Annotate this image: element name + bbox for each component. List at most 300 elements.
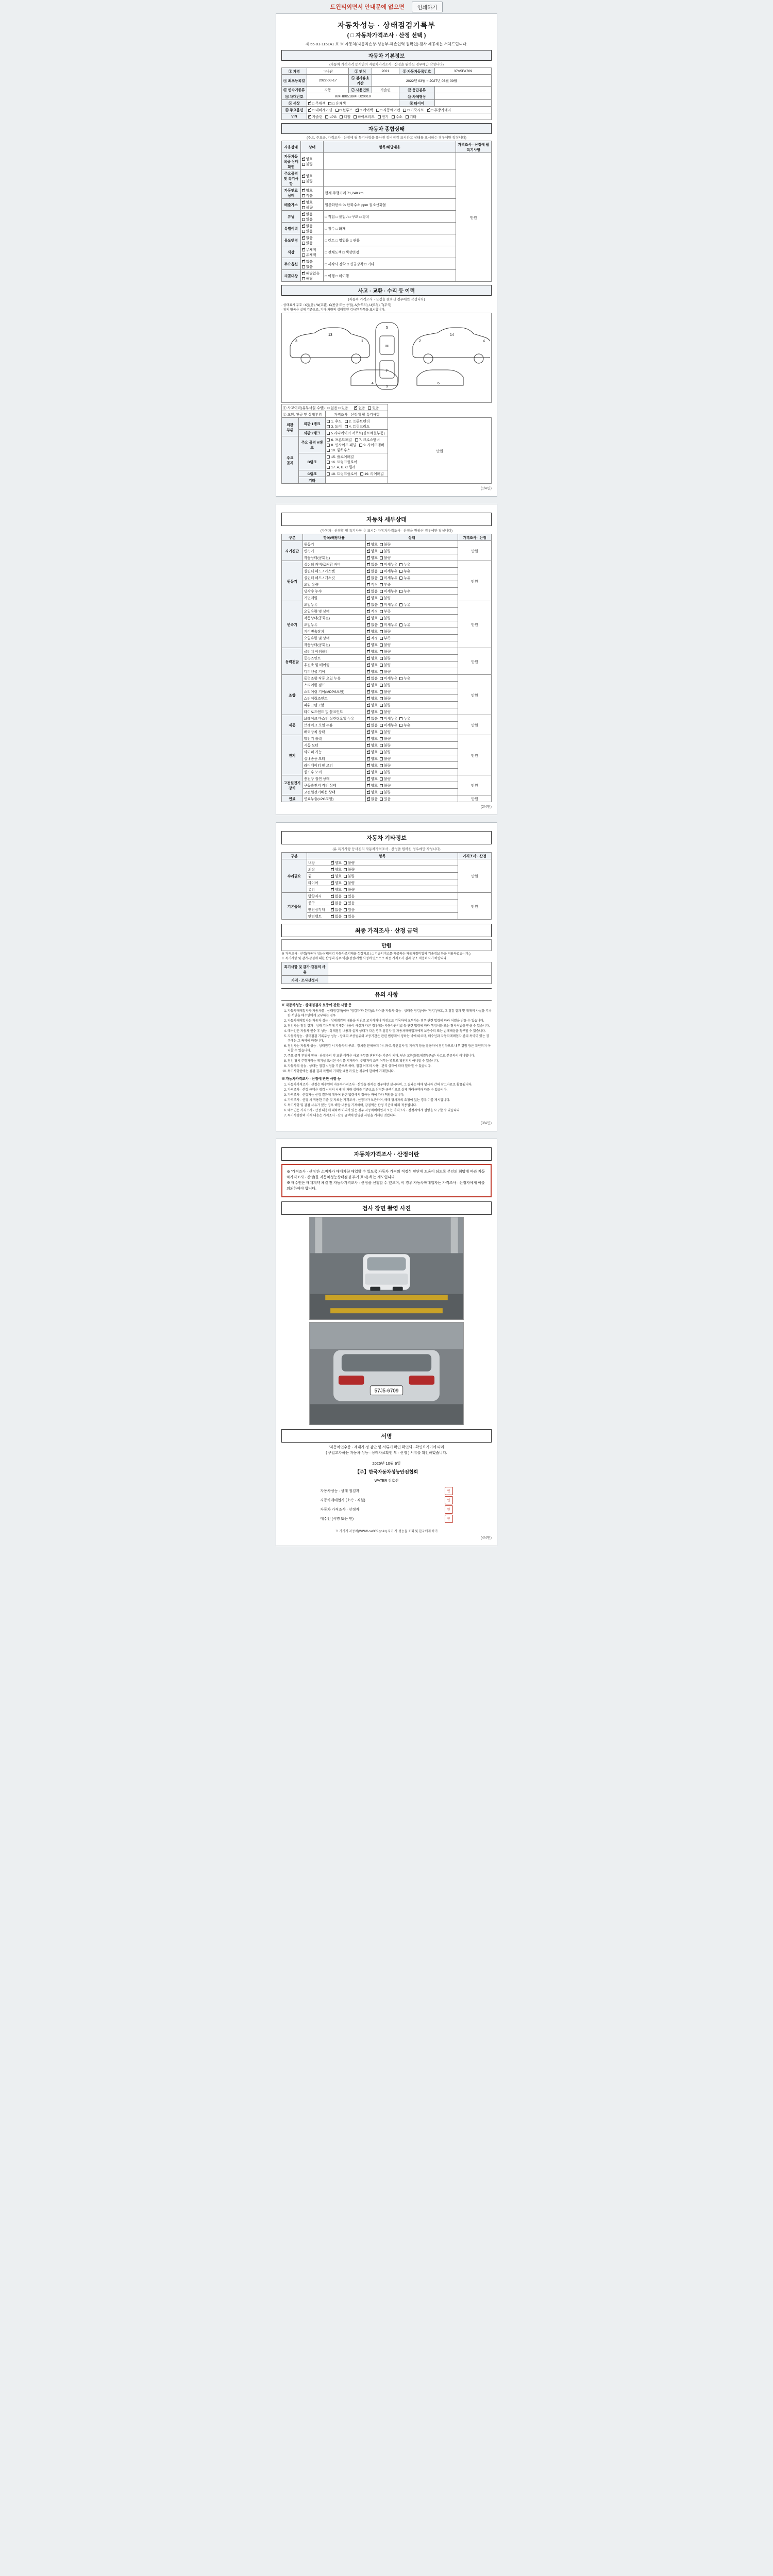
checkbox-icon[interactable] [331,875,334,878]
checkbox-icon[interactable] [367,771,370,774]
detail-item: 배력장치 상태 [303,728,365,735]
sign-row-label: 자동차 가격조사 · 산정자 [320,1508,360,1512]
checkbox-icon[interactable] [367,757,370,760]
detail-state[interactable] [365,621,458,628]
doc-title: 자동차성능 · 상태점검기록부 [338,21,435,29]
row-detail: □ 렌트 □ 영업용 □ 관용 [324,234,456,246]
detail-group-label: 전기 [282,735,303,775]
detail-state[interactable] [365,595,458,601]
detail-state[interactable] [365,702,458,708]
cell-option-checks[interactable] [307,107,491,113]
checkbox-icon[interactable] [380,657,383,660]
checkbox-icon[interactable] [380,617,383,620]
check-label: 미세누유 [383,577,398,580]
check-label: 양호 [371,697,378,701]
doc-subtitle: ( □ 자동차가격조사 · 산정 선택 ) [347,32,426,39]
check-label: 적음 [306,194,313,198]
checkbox-icon[interactable] [367,764,370,767]
detail-state[interactable] [365,608,458,615]
row-item: 주요골격 및 특기사항 [282,170,301,187]
checkbox-icon[interactable] [380,724,383,727]
checkbox-icon[interactable] [380,744,383,747]
checkbox-icon[interactable] [380,791,383,794]
check-label: 해당없음 [306,272,320,276]
check-label: 양호 [371,704,378,707]
checkbox-icon[interactable] [344,902,347,905]
detail-item: 라디에이터 팬 모터 [303,762,365,769]
sign-row-value[interactable] [430,1505,454,1514]
checkbox-icon[interactable] [367,657,370,660]
other-item-states[interactable] [307,913,458,920]
checkbox-icon[interactable] [380,597,383,600]
check-label: 불량 [347,861,355,865]
caution-item: 9. 자동차의 성능 · 상태는 점검 시점을 기준으로 하며, 점검 이후의 사용 · 관리 상태에 따라 달라질 수 있습니다. [288,1064,492,1069]
check-label: 불량 [383,670,391,674]
check-label: 불량 [383,784,391,788]
checkbox-icon[interactable] [399,623,402,626]
other-item-states[interactable] [307,900,458,906]
checkbox-icon[interactable] [367,791,370,794]
cell-color-checks[interactable] [307,100,399,107]
checkbox-icon[interactable] [380,677,383,680]
detail-state[interactable] [365,722,458,728]
checkbox-icon[interactable] [380,757,383,760]
frame-items[interactable] [326,470,388,477]
checkbox-icon[interactable] [380,610,383,613]
cell-label: ⑦ 사용연료 [349,87,372,93]
row-state[interactable] [300,234,324,246]
cell-label: ① 차명 [282,68,307,75]
checkbox-icon[interactable] [367,710,370,714]
checkbox-icon[interactable] [367,577,370,580]
checkbox-icon[interactable] [367,737,370,740]
other-item-states[interactable] [307,886,458,893]
checkbox-icon[interactable] [344,908,347,911]
cell-value [435,93,492,100]
checkbox-icon[interactable] [367,556,370,560]
detail-item: 실린더 헤드 / 개스킷 [303,574,365,581]
detail-item: 타이로드엔드 및 볼죠인트 [303,708,365,715]
checkbox-icon[interactable] [380,771,383,774]
checkbox-icon[interactable] [380,577,383,580]
checkbox-icon[interactable] [367,744,370,747]
checkbox-icon[interactable] [380,670,383,673]
checkbox-icon[interactable] [399,590,402,593]
detail-state[interactable] [365,662,458,668]
row-value[interactable] [328,976,491,984]
checkbox-icon[interactable] [399,677,402,680]
page-4 [276,1139,497,1547]
caution-item: 4. 매수인은 자동차 인수 후 성능 · 상태점검 내용과 실제 상태가 다른 경우 점검자 및 자동차매매업자에게 보증수리 또는 손해배상을 청구할 수 있습니다. [288,1029,492,1034]
check-label: 양호 [371,684,378,687]
checkbox-icon[interactable] [367,724,370,727]
detail-state[interactable] [365,742,458,749]
price-table [281,939,492,951]
frame-rank: 기타 [298,477,326,484]
detail-state[interactable] [365,682,458,688]
frame-items[interactable] [326,436,388,453]
checkbox-icon[interactable] [367,777,370,781]
other-item-states[interactable] [307,893,458,900]
checkbox-icon[interactable] [367,570,370,573]
checkbox-icon[interactable] [344,895,347,898]
other-item-states[interactable] [307,866,458,873]
detail-state[interactable] [365,675,458,682]
detail-state[interactable] [365,795,458,802]
checkbox-icon[interactable] [367,550,370,553]
checkbox-icon[interactable] [380,684,383,687]
detail-state[interactable] [365,574,458,581]
other-group-label: 기본품목 [282,893,307,920]
check-label: 없음 [306,236,313,240]
checkbox-icon[interactable] [367,590,370,593]
checkbox-icon[interactable] [367,798,370,801]
checkbox-icon[interactable] [380,650,383,653]
check-label: 18. 트렁크플로어 [331,472,358,476]
detail-state[interactable] [365,715,458,722]
price-value: 만원 [282,940,492,951]
detail-group-label: 연료 [282,795,303,802]
caution-item: 6. 매수인은 가격조사 · 산정 내용에 대하여 이의가 있는 경우 자동차매매업자 또는 가격조사 · 산정자에게 설명을 요구할 수 있습니다. [288,1109,492,1113]
checkbox-icon[interactable] [367,684,370,687]
checkbox-icon[interactable] [399,563,402,566]
checkbox-icon[interactable] [344,915,347,918]
row-state[interactable] [300,258,324,270]
cell-label: ③ 자동차등록번호 [399,68,434,75]
check-label: 미세누유 [383,570,398,573]
checkbox-icon[interactable] [331,888,334,891]
check-label: 양호 [371,643,378,647]
checkbox-icon[interactable] [367,751,370,754]
caution-item: 1. 자동차가격조사 · 산정은 매수인이 자동차가격조사 · 산정을 원하는 경우에만 실시하며, 그 결과는 매매 당사자 간의 참고자료로 활용됩니다. [288,1083,492,1088]
checkbox-icon[interactable] [380,777,383,781]
row-value[interactable] [328,962,491,976]
detail-state[interactable] [365,668,458,675]
accident-legend-table [281,404,492,484]
cell-label: ⑫ 등급분류 [399,87,434,93]
check-label: 없음 [371,590,378,594]
check-label: 없음 [371,570,378,573]
other-item-name: 휠 [308,875,312,878]
cell-value [435,87,492,93]
check-label: □ 유채색 [332,102,346,106]
detail-state[interactable] [365,735,458,742]
detail-group-label: 제동 [282,715,303,735]
cell-value: 2022년 03월 ~ 2027년 03월 09월 [372,75,491,87]
table-row [282,775,492,782]
checkbox-icon[interactable] [380,737,383,740]
check-label: 없음 [306,260,313,264]
checkbox-icon[interactable] [367,677,370,680]
svg-text:M: M [385,345,389,348]
ext-items[interactable] [326,430,388,436]
detail-state[interactable] [365,581,458,588]
check-label: 불량 [383,617,391,620]
check-label: 양호 [334,875,342,878]
detail-state[interactable] [365,568,458,574]
checkbox-icon[interactable] [380,550,383,553]
checkbox-icon[interactable] [367,704,370,707]
checkbox-icon[interactable] [367,650,370,653]
cell-label: ⑮ 주요옵션 [282,107,307,113]
detail-item: 작동상태(공회전) [303,554,365,561]
checkbox-icon[interactable] [380,543,383,546]
other-note: 만원 [458,893,491,920]
detail-state[interactable] [365,588,458,595]
checkbox-icon[interactable] [399,724,402,727]
check-label: 불량 [306,180,313,183]
table-row [282,735,492,742]
table-row [282,561,492,568]
check-label: 양호 [371,550,378,553]
detail-item: 오일누유 [303,601,365,608]
row-state[interactable] [300,199,324,211]
checkbox-icon[interactable] [367,697,370,700]
check-label: 불량 [383,764,391,768]
row-item: 색상 [282,246,301,258]
checkbox-icon[interactable] [344,888,347,891]
detail-item: 오일 유량 [303,581,365,588]
checkbox-icon[interactable] [367,543,370,546]
checkbox-icon[interactable] [380,798,383,801]
checkbox-icon[interactable] [344,882,347,885]
svg-text:13: 13 [328,333,332,337]
frame-rank: B랭크 [298,453,326,470]
check-label: 양호 [371,543,378,547]
col-header: 가격조사 · 산정 [458,853,491,859]
checkbox-icon[interactable] [367,563,370,566]
row-state[interactable] [300,153,324,170]
redbox-line-1: ※ '가격조사 · 산정'은 소비자가 매매차량 매입할 수 있도록 자동차 가격의 적정성 판단에 도움이 되도록 본인의 희망에 따라 자동차가격조사 · 산정(을 자동차성능상태점검 부기 표시) 하는 제도입니다. [287,1170,485,1179]
detail-state[interactable] [365,601,458,608]
detail-state[interactable] [365,695,458,702]
checkbox-icon[interactable] [380,637,383,640]
check-label: 양호 [371,771,378,774]
checkbox-icon[interactable] [331,895,334,898]
checkbox-icon[interactable] [331,915,334,918]
check-label: 양호 [371,690,378,694]
row-state[interactable] [300,223,324,234]
svg-text:1: 1 [361,340,363,343]
check-label: 양호 [306,189,313,193]
detail-state[interactable] [365,789,458,795]
check-label: 불량 [383,664,391,667]
checkbox-icon[interactable] [367,617,370,620]
check-label: 양호 [371,670,378,674]
checkbox-icon[interactable] [367,597,370,600]
other-item-states[interactable] [307,906,458,913]
check-label: 있음 [306,218,313,222]
other-item-states[interactable] [307,859,458,866]
detail-state[interactable] [365,541,458,548]
detail-item: 클러치 어셈블리 [303,648,365,655]
checkbox-icon[interactable] [399,603,402,606]
checkbox-icon[interactable] [367,623,370,626]
sign-row-value[interactable] [430,1514,454,1523]
checkbox-icon[interactable] [331,882,334,885]
row-state[interactable] [300,187,324,199]
row-item: 배출가스 [282,199,301,211]
checkbox-icon[interactable] [367,643,370,647]
cell-value: ✔ 가솔린 LPG 디젤 하이브리드 전기 수소 기타 [307,113,491,120]
detail-state[interactable] [365,762,458,769]
check-label: 불량 [383,630,391,634]
checkbox-icon[interactable] [380,764,383,767]
check-label: □ 에어백 [360,109,373,112]
row-state[interactable] [300,246,324,258]
ext-rank: 외판 1랭크 [298,418,326,430]
checkbox-icon[interactable] [331,868,334,871]
checkbox-icon[interactable] [380,784,383,787]
accident-line-2: · 위의 항목은 실제 기준으로, 기타 차량의 상태확인 검사된 항목을 표시합니다. [281,309,385,312]
check-label: 불량 [383,757,391,761]
row-state[interactable] [300,170,324,187]
car-diagram [281,313,492,403]
detail-item: 원동기 [303,541,365,548]
checkbox-icon[interactable] [344,868,347,871]
checkbox-icon[interactable] [380,570,383,573]
detail-state[interactable] [365,769,458,775]
ext-items[interactable] [326,418,388,430]
check-label: 없음 [371,577,378,580]
checkbox-icon[interactable] [380,731,383,734]
checkbox-icon[interactable] [344,875,347,878]
check-label: 양호 [371,764,378,768]
detail-state[interactable] [365,749,458,755]
detail-state[interactable] [365,554,458,561]
checkbox-icon[interactable] [331,908,334,911]
stamp-icon: 인 [445,1505,453,1514]
checkbox-icon[interactable] [380,590,383,593]
check-label: 해당 [306,277,313,281]
detail-state[interactable] [365,775,458,782]
sign-row-value[interactable] [430,1486,454,1496]
row-label: 가격 · 조사산정자 [282,976,328,984]
checkbox-icon[interactable] [367,637,370,640]
check-label: 없음 [371,603,378,607]
checkbox-icon[interactable] [367,583,370,586]
detail-state[interactable] [365,728,458,735]
detail-item: 윈도우 모터 [303,769,365,775]
detail-state[interactable] [365,641,458,648]
col-header: 구분 [282,534,303,541]
check-label: 있음 [306,230,313,233]
checkbox-icon[interactable] [380,704,383,707]
col-header: 사용상태 [282,141,301,153]
checkbox-icon[interactable] [331,902,334,905]
check-label: 누유 [404,623,411,627]
checkbox-icon[interactable] [367,731,370,734]
detail-item: 와이퍼 기능 [303,749,365,755]
frame-items[interactable] [326,453,388,470]
section-overall-note: (주요, 주요골, 가격조사 · 산정에 필 특기사항을 용사진 정비점검 표시하고 상태를 표시하는 경우에만 작성니다) [307,136,466,140]
detail-note: 만원 [458,561,491,601]
checkbox-icon[interactable] [367,784,370,787]
table-row [282,601,492,608]
detail-item: 오일유량 및 상태 [303,608,365,615]
check-label: 적정 [371,610,378,614]
detail-state[interactable] [365,548,458,554]
sign-row-value[interactable] [430,1496,454,1505]
checkbox-icon[interactable] [399,577,402,580]
accident-legend-1[interactable]: ① 사고이력(유무사실 수량) : □ 없음 □ 있음 ✔ 없음 있음 [282,404,388,411]
detail-state[interactable] [365,635,458,641]
other-item-name: 타이어 [308,882,318,885]
check-label: 불량 [306,206,313,210]
col-header: 가격조사 · 산정 [458,534,491,541]
detail-state[interactable] [365,648,458,655]
detail-state[interactable] [365,688,458,695]
checkbox-icon[interactable] [331,861,334,865]
checkbox-icon[interactable] [399,717,402,720]
detail-item: 디퍼렌셜 기어 [303,668,365,675]
check-label: 양호 [371,777,378,781]
row-state[interactable] [300,270,324,282]
checkbox-icon[interactable] [380,583,383,586]
checkbox-icon[interactable] [380,710,383,714]
caution-item: 6. 점검자는 자동차 성능 · 상태점검 시 자동차의 구조 · 장치를 분해하지 아니하고 육안검사 및 계측기 등을 활용하여 점검하므로 내부 결함 등은 확인되지 아니할 수 있습니다. [288,1044,492,1054]
check-label: 유채색 [306,253,316,257]
checkbox-icon[interactable] [367,610,370,613]
redbox-line-2: ※ 매수인은 매매계약 체결 전 자동차가격조사 · 산정을 신청할 수 있으며, 이 경우 자동차매매업자는 가격조사 · 산정자에게 이를 의뢰하여야 합니다. [287,1181,485,1191]
checkbox-icon[interactable] [380,643,383,647]
checkbox-icon[interactable] [367,670,370,673]
print-button[interactable]: 인쇄하기 [412,2,443,12]
checkbox-icon[interactable] [380,717,383,720]
row-state[interactable] [300,211,324,223]
detail-state[interactable] [365,755,458,762]
checkbox-icon[interactable] [367,690,370,693]
detail-state[interactable] [365,655,458,662]
detail-state[interactable] [365,615,458,621]
caution-body [281,1003,492,1118]
other-item-states[interactable] [307,879,458,886]
checkbox-icon[interactable] [380,603,383,606]
checkbox-icon[interactable] [367,664,370,667]
checkbox-icon[interactable] [380,623,383,626]
detail-note: 만원 [458,795,491,802]
checkbox-icon[interactable] [380,563,383,566]
checkbox-icon[interactable] [399,570,402,573]
check-label: 양호 [306,175,313,178]
checkbox-icon[interactable] [380,751,383,754]
checkbox-icon[interactable] [344,861,347,865]
detail-item: 스티어링 기어(MDPS포함) [303,688,365,695]
detail-state[interactable] [365,708,458,715]
checkbox-icon[interactable] [367,630,370,633]
checkbox-icon[interactable] [380,556,383,560]
checkbox-icon[interactable] [380,690,383,693]
checkbox-icon[interactable] [380,697,383,700]
detail-item: 브레이크 오일 누유 [303,722,365,728]
detail-state[interactable] [365,561,458,568]
checkbox-icon[interactable] [380,630,383,633]
other-item-states[interactable] [307,873,458,879]
accident-side-value: 만원 [388,418,492,484]
detail-state[interactable] [365,782,458,789]
detail-state[interactable] [365,628,458,635]
cell-label: ⑯ 타이어 [399,100,434,107]
checkbox-icon[interactable] [367,717,370,720]
checkbox-icon[interactable] [367,603,370,606]
checkbox-icon[interactable] [380,664,383,667]
detail-group-label: 조향 [282,675,303,715]
other-item-name: 안전삼각대 [308,908,325,912]
caution-item: 5. 특기사항 및 감점 사유가 있는 경우 해당 내용을 기재하며, 감점액은 산정 기준에 따라 적용됩니다. [288,1104,492,1108]
check-label: 2. 프론트펜더 [349,420,370,423]
caution-item: 3. 점검자는 점검 결과 · 상태 기록부에 기재한 내용이 사실과 다른 경우에는 자동차관리법 등 관련 법령에 따라 행정처분 또는 형사처벌을 받을 수 있습니다. [288,1024,492,1029]
row-detail: 일산화탄소 % 탄화수소 ppm 질소산화물 [324,199,456,211]
